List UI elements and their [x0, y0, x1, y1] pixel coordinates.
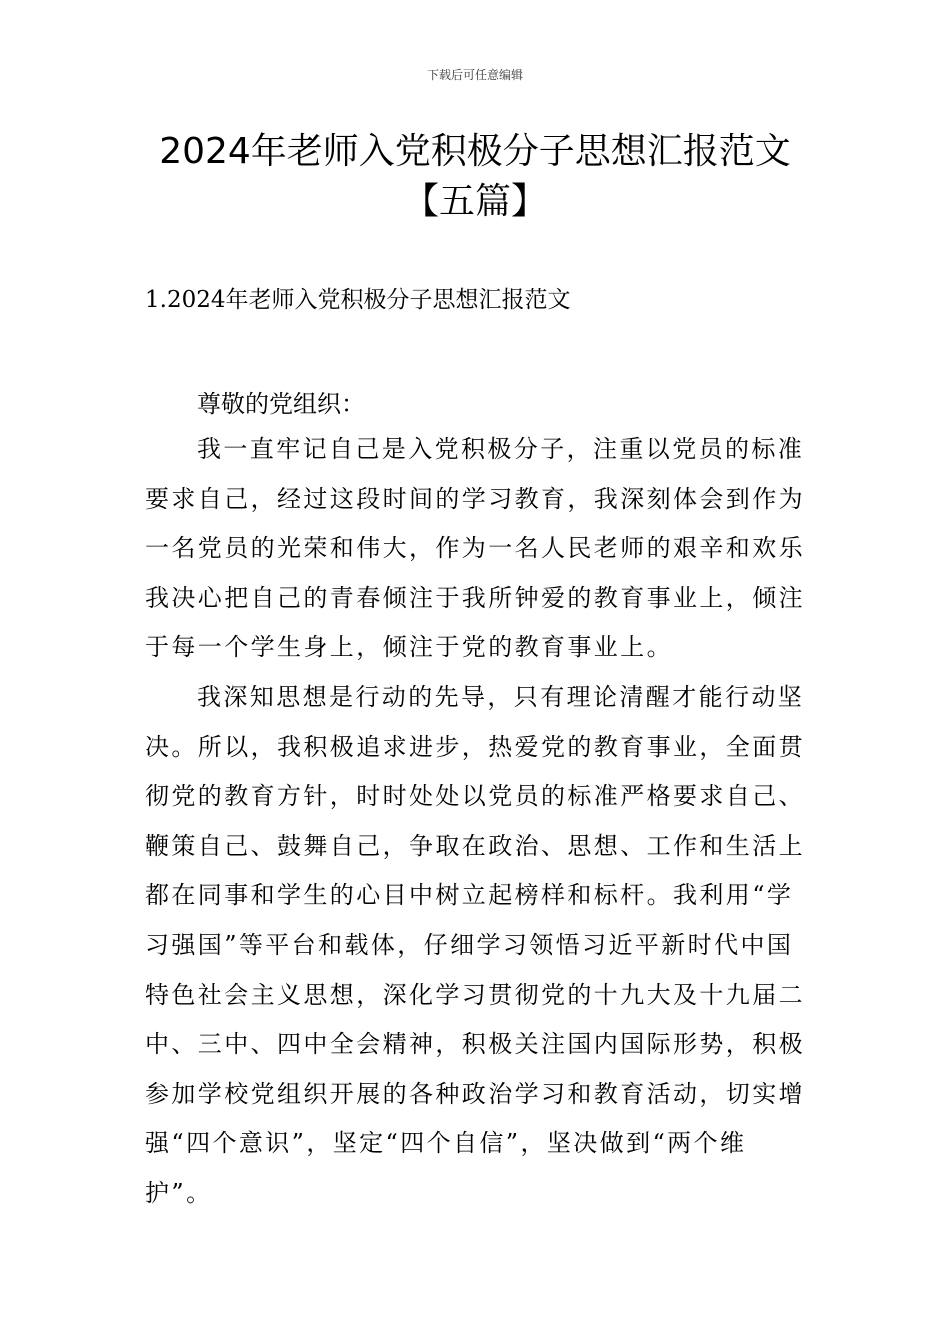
salutation: 尊敬的党组织：: [197, 390, 365, 418]
body-paragraph-1: 我一直牢记自己是入党积极分子，注重以党员的标准要求自己，经过这段时间的学习教育，我深刻体会到作为一名党员的光荣和伟大，作为一名人民老师的艰辛和欢乐我决心把自己的青春倾注于我所钟爱的教育事业上，倾注于每一个学生身上，倾注于党的教育事业上。: [145, 435, 805, 662]
body-paragraph-2: 我深知思想是行动的先导，只有理论清醒才能行动坚决。所以，我积极追求进步，热爱党的教育事业，全面贯彻党的教育方针，时时处处以党员的标准严格要求自己、鞭策自己、鼓舞自己，争取在政治、思想、工作和生活上都在同事和学生的心目中树立起榜样和标杆。我利用“学习强国”等平台和载体，仔细学习领悟习近平新时代中国特色社会主义思想，深化学习贯彻党的十九大及十九届二中、三中、四中全会精神，积极关注国内国际形势，积极参加学校党组织开展的各种政治学习和教育活动，切实增强“四个意识”，坚定“四个自信”，坚决做到“两个维护”。: [145, 683, 805, 1207]
document-title-line-1: 2024年老师入党积极分子思想汇报范文: [159, 131, 791, 172]
header-note: 下载后可任意编辑: [426, 68, 523, 82]
section-heading: 1.2024年老师入党积极分子思想汇报范文: [145, 287, 571, 313]
document-title-line-2: 【五篇】: [402, 181, 547, 222]
